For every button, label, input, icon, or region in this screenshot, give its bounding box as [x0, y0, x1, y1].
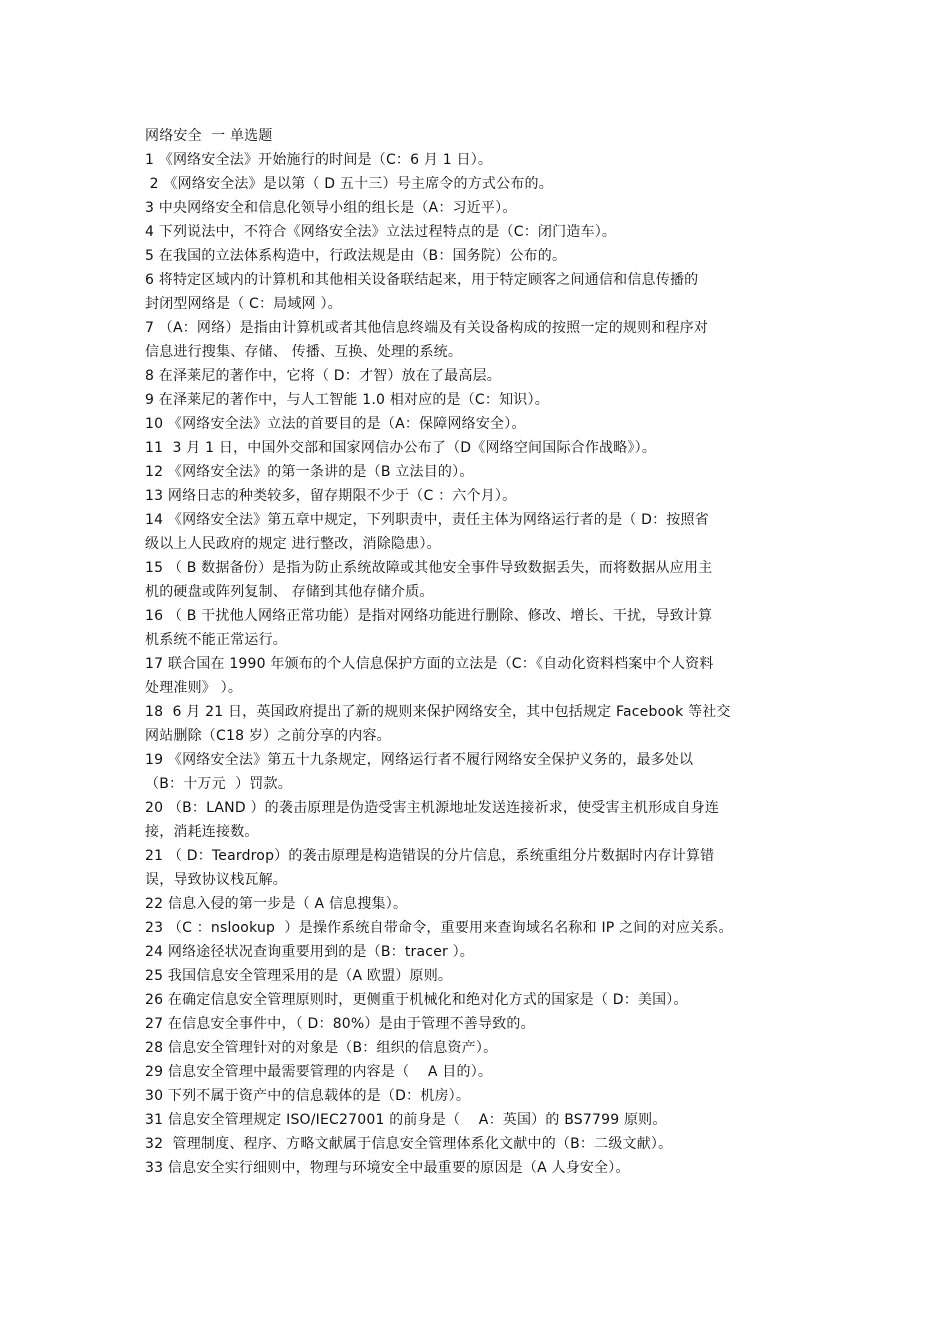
question-line: 7 （A：网络）是指由计算机或者其他信息终端及有关设备构成的按照一定的规则和程序对 — [145, 320, 709, 336]
question-line: 30 下列不属于资产中的信息载体的是（D：机房）。 — [145, 1088, 471, 1104]
question-line: 33 信息安全实行细则中，物理与环境安全中最重要的原因是（A 人身安全）。 — [145, 1160, 630, 1176]
question-line: 12 《网络安全法》的第一条讲的是（B 立法目的）。 — [145, 464, 474, 480]
question-line: 3 中央网络安全和信息化领导小组的组长是（A：习近平）。 — [145, 200, 517, 216]
question-line: 29 信息安全管理中最需要管理的内容是（ A 目的）。 — [145, 1064, 493, 1080]
question-line: 处理准则》 ）。 — [145, 680, 243, 696]
question-list — [145, 148, 810, 1180]
question-line: （B：十万元 ）罚款。 — [145, 776, 292, 792]
question-line: 24 网络途径状况查询重要用到的是（B：tracer ）。 — [145, 944, 475, 960]
question-line: 信息进行搜集、存储、 传播、互换、处理的系统。 — [145, 344, 463, 360]
question-line: 10 《网络安全法》立法的首要目的是（A：保障网络安全）。 — [145, 416, 526, 432]
question-line: 11 3 月 1 日，中国外交部和国家网信办公布了（D《网络空间国际合作战略》）。 — [145, 440, 657, 456]
question-line: 14 《网络安全法》第五章中规定，下列职责中，责任主体为网络运行者的是（ D：按照省 — [145, 512, 709, 528]
question-line: 机的硬盘或阵列复制、 存储到其他存储介质。 — [145, 584, 434, 600]
question-line: 27 在信息安全事件中，（ D：80%）是由于管理不善导致的。 — [145, 1016, 535, 1032]
question-line: 32 管理制度、程序、方略文献属于信息安全管理体系化文献中的（B：二级文献）。 — [145, 1136, 673, 1152]
question-line: 接，消耗连接数。 — [145, 824, 259, 840]
question-line: 5 在我国的立法体系构造中，行政法规是由（B：国务院）公布的。 — [145, 248, 567, 264]
question-line: 31 信息安全管理规定 ISO/IEC27001 的前身是（ A：英国）的 BS7799 原则。 — [145, 1112, 667, 1128]
question-line: 21 （ D：Teardrop）的袭击原理是构造错误的分片信息，系统重组分片数据时内存计算错 — [145, 848, 715, 864]
question-line: 23 （C ：nslookup ）是操作系统自带命令，重要用来查询域名名称和 IP 之间的对应关系。 — [145, 920, 733, 936]
question-line: 18 6 月 21 日，英国政府提出了新的规则来保护网络安全，其中包括规定 Facebook 等社交 — [145, 704, 731, 720]
question-line: 15 （ B 数据备份）是指为防止系统故障或其他安全事件导致数据丢失，而将数据从应用主 — [145, 560, 713, 576]
question-line: 13 网络日志的种类较多，留存期限不少于（C ：六个月）。 — [145, 488, 517, 504]
question-line: 4 下列说法中，不符合《网络安全法》立法过程特点的是（C：闭门造车）。 — [145, 224, 617, 240]
question-line: 16 （ B 干扰他人网络正常功能）是指对网络功能进行删除、修改、增长、干扰，导致计算 — [145, 608, 713, 624]
question-line: 1 《网络安全法》开始施行的时间是（C：6 月 1 日）。 — [145, 152, 493, 168]
question-line: 网站删除（C18 岁）之前分享的内容。 — [145, 728, 391, 744]
question-line: 机系统不能正常运行。 — [145, 632, 287, 648]
question-line: 20 （B：LAND ）的袭击原理是伪造受害主机源地址发送连接祈求，使受害主机形成自身连 — [145, 800, 720, 816]
document-title: 网络安全 一 单选题 — [145, 128, 273, 144]
question-line: 28 信息安全管理针对的对象是（B：组织的信息资产）。 — [145, 1040, 498, 1056]
question-line: 误，导致协议栈瓦解。 — [145, 872, 287, 888]
question-line: 级以上人民政府的规定 进行整改，消除隐患）。 — [145, 536, 441, 552]
document-body — [145, 124, 810, 1180]
question-line: 8 在泽莱尼的著作中，它将（ D：才智）放在了最高层。 — [145, 368, 501, 384]
question-line: 6 将特定区域内的计算机和其他相关设备联结起来，用于特定顾客之间通信和信息传播的 — [145, 272, 699, 288]
question-line: 22 信息入侵的第一步是（ A 信息搜集）。 — [145, 896, 408, 912]
question-line: 19 《网络安全法》第五十九条规定，网络运行者不履行网络安全保护义务的，最多处以 — [145, 752, 694, 768]
question-line: 9 在泽莱尼的著作中，与人工智能 1.0 相对应的是（C：知识）。 — [145, 392, 549, 408]
question-line: 17 联合国在 1990 年颁布的个人信息保护方面的立法是（C：《自动化资料档案中个人资料 — [145, 656, 714, 672]
question-line: 26 在确定信息安全管理原则时，更侧重于机械化和绝对化方式的国家是（ D：美国）。 — [145, 992, 688, 1008]
question-line: 2 《网络安全法》是以第（ D 五十三）号主席令的方式公布的。 — [145, 176, 553, 192]
question-line: 25 我国信息安全管理采用的是（A 欧盟）原则。 — [145, 968, 453, 984]
question-line: 封闭型网络是（ C：局域网 ）。 — [145, 296, 342, 312]
